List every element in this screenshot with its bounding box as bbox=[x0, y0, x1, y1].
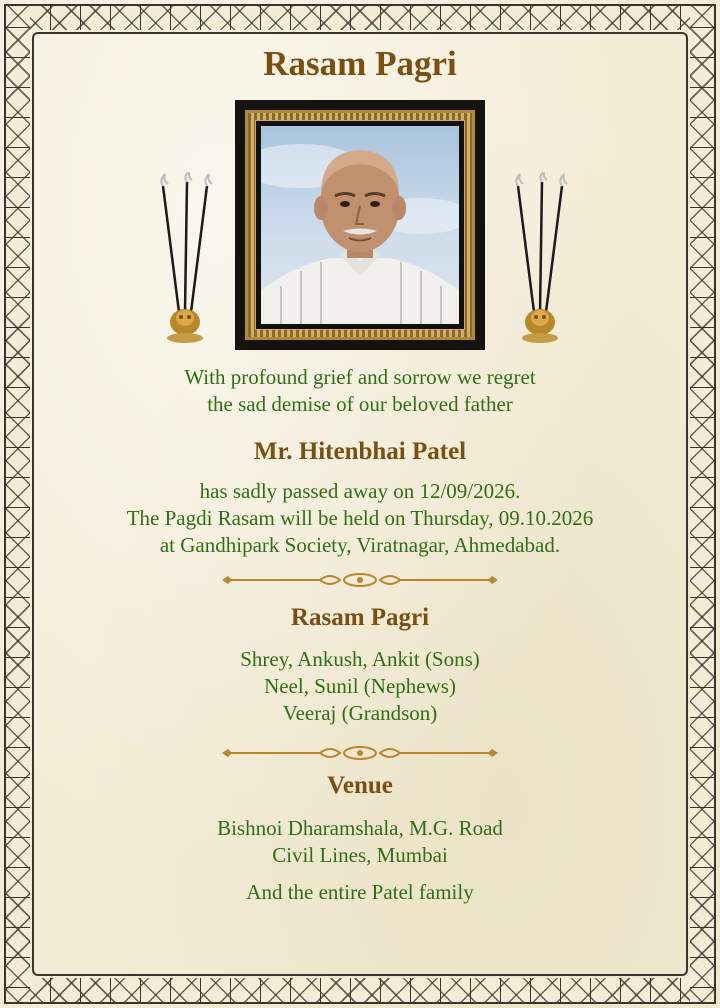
pagri-line-3: Veeraj (Grandson) bbox=[282, 701, 438, 725]
portrait-frame bbox=[235, 100, 485, 350]
deceased-name: Mr. Hitenbhai Patel bbox=[253, 438, 467, 465]
details-line-1: has sadly passed away on 12/09/2026. bbox=[199, 479, 521, 503]
intro-line-1: With profound grief and sorrow we regret bbox=[184, 365, 536, 389]
venue-section-title: Venue bbox=[327, 772, 393, 799]
pagri-section-title: Rasam Pagri bbox=[290, 604, 430, 631]
pagri-line-1: Shrey, Ankush, Ankit (Sons) bbox=[240, 647, 480, 671]
venue-line-2: Civil Lines, Mumbai bbox=[272, 843, 448, 867]
venue-line-1: Bishnoi Dharamshala, M.G. Road bbox=[217, 816, 503, 840]
pagri-family-list bbox=[0, 646, 720, 727]
border-pattern-top bbox=[6, 6, 714, 30]
ceremony-details bbox=[0, 478, 720, 559]
closing-line: And the entire Patel family bbox=[246, 880, 474, 904]
border-pattern-bottom bbox=[6, 978, 714, 1002]
incense-right-icon bbox=[510, 172, 570, 347]
ornament-divider-2 bbox=[220, 744, 500, 762]
card-title: Rasam Pagri bbox=[263, 44, 457, 83]
venue-address bbox=[0, 815, 720, 869]
incense-left-icon bbox=[155, 172, 215, 347]
intro-message bbox=[0, 364, 720, 418]
details-line-3: at Gandhipark Society, Viratnagar, Ahmedabad. bbox=[159, 533, 561, 557]
pagri-line-2: Neel, Sunil (Nephews) bbox=[264, 674, 456, 698]
portrait-photo bbox=[261, 126, 459, 324]
details-line-2: The Pagdi Rasam will be held on Thursday, 09.10.2026 bbox=[126, 506, 594, 530]
portrait-illustration bbox=[261, 126, 459, 324]
ornament-divider-1 bbox=[220, 571, 500, 589]
intro-line-2: the sad demise of our beloved father bbox=[207, 392, 513, 416]
